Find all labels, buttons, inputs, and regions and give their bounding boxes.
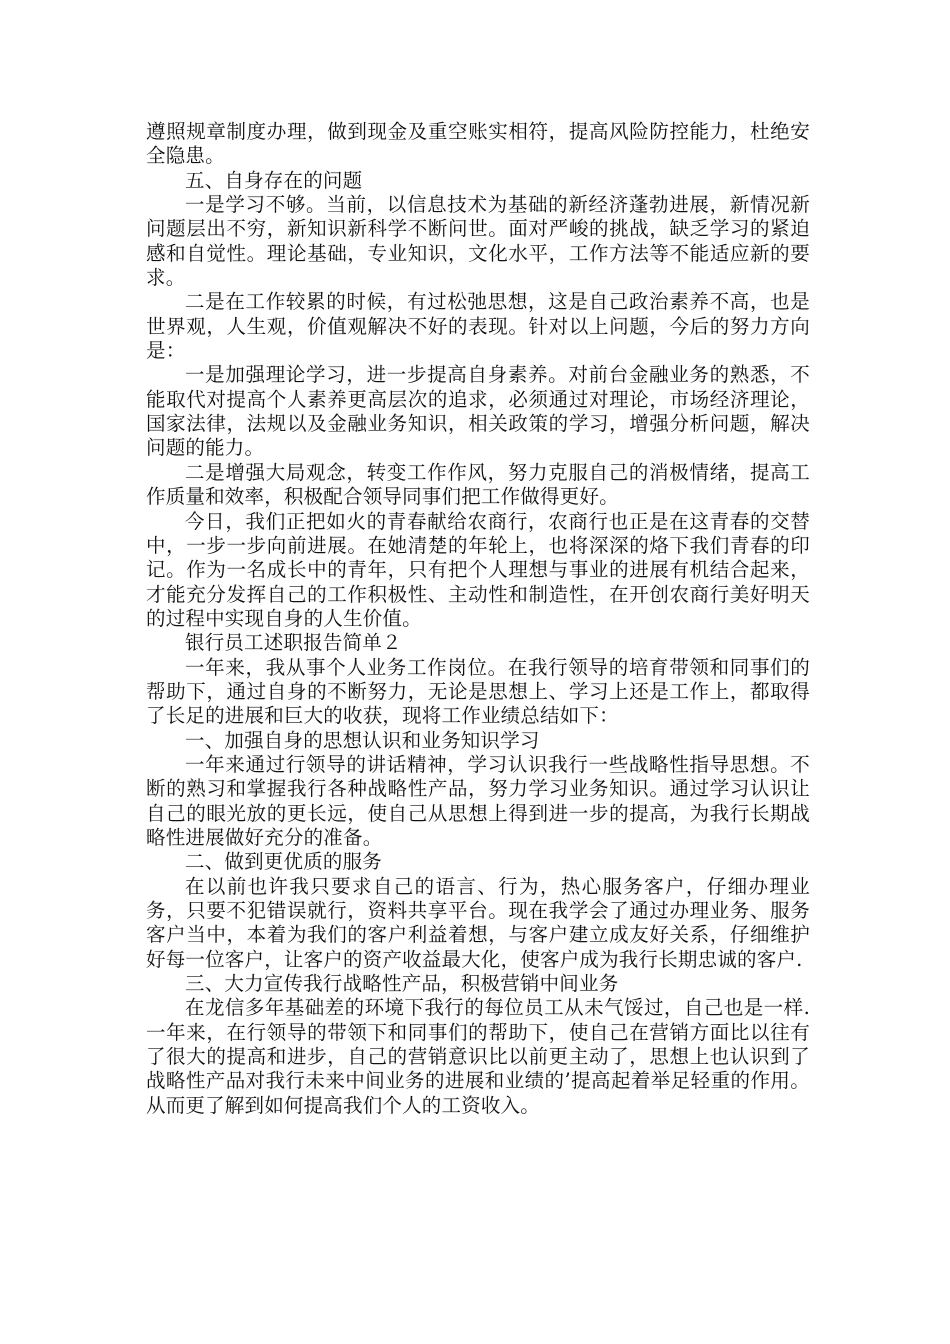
paragraph-9: 一年来，我从事个人业务工作岗位。在我行领导的培育带领和同事们的帮助下，通过自身的不断努力，无论是思想上、学习上还是工作上，都取得了长足的进展和巨大的收获，现将工作业绩总结如下：	[146, 655, 810, 728]
section-heading-2: 二、做到更优质的服务	[185, 850, 383, 874]
report-subtitle-2: 银行员工述职报告简单２	[185, 631, 402, 655]
section-heading-5: 五、自身存在的问题	[185, 168, 363, 192]
paragraph-5: 一是加强理论学习，进一步提高自身素养。对前台金融业务的熟悉，不能取代对提高个人素养更高层次的追求，必须通过对理论，市场经济理论，国家法律，法规以及金融业务知识，相关政策的学习，增强分析问题，解决问题的能力。	[146, 363, 810, 460]
paragraph-4: 二是在工作较累的时候，有过松弛思想，这是自己政治素养不高，也是世界观，人生观，价值观解决不好的表现。针对以上问题，今后的努力方向是：	[146, 290, 810, 363]
document-body	[146, 120, 810, 1118]
paragraph-6: 二是增强大局观念，转变工作作风，努力克服自己的消极情绪，提高工作质量和效率，积极配合领导同事们把工作做得更好。	[146, 460, 810, 509]
paragraph-11: 一年来通过行领导的讲话精神，学习认识我行一些战略性指导思想。不断的熟习和掌握我行各种战略性产品，努力学习业务知识。通过学习认识让自己的眼光放的更长远，使自己从思想上得到进一步的提高，为我行长期战略性进展做好充分的准备。	[146, 752, 810, 849]
paragraph-15: 在龙信多年基础差的环境下我行的每位员工从未气馁过，自己也是一样.一年来，在行领导的带领下和同事们的帮助下，使自己在营销方面比以往有了很大的提高和进步，自己的营销意识比以前更主动了，思想上也认识到了战略性产品对我行未来中间业务的进展和业绩的’提高起着举足轻重的作用。从而更了解到如何提高我们个人的工资收入。	[146, 996, 810, 1117]
section-heading-1: 一、加强自身的思想认识和业务知识学习	[185, 728, 540, 752]
paragraph-1: 遵照规章制度办理，做到现金及重空账实相符，提高风险防控能力，杜绝安全隐患。	[146, 120, 810, 168]
paragraph-7: 今日，我们正把如火的青春献给农商行，农商行也正是在这青春的交替中，一步一步向前进展。在她清楚的年轮上，也将深深的烙下我们青春的印记。作为一名成长中的青年，只有把个人理想与事业的进展有机结合起来，才能充分发挥自己的工作积极性、主动性和制造性，在开创农商行美好明天的过程中实现自身的人生价值。	[146, 509, 810, 630]
paragraph-3: 一是学习不够。当前，以信息技术为基础的新经济蓬勃进展，新情况新问题层出不穷，新知识新科学不断问世。面对严峻的挑战，缺乏学习的紧迫感和自觉性。理论基础，专业知识，文化水平，工作方法等不能适应新的要求。	[146, 193, 810, 290]
section-heading-3: 三、大力宣传我行战略性产品，积极营销中间业务	[185, 972, 619, 996]
paragraph-13: 在以前也许我只要求自己的语言、行为，热心服务客户，仔细办理业务，只要不犯错误就行，资料共享平台。现在我学会了通过办理业务、服务客户当中，本着为我们的客户利益着想，与客户建立成友好关系，仔细维护好每一位客户，让客户的资产收益最大化，使客户成为我行长期忠诚的客户.	[146, 874, 810, 971]
